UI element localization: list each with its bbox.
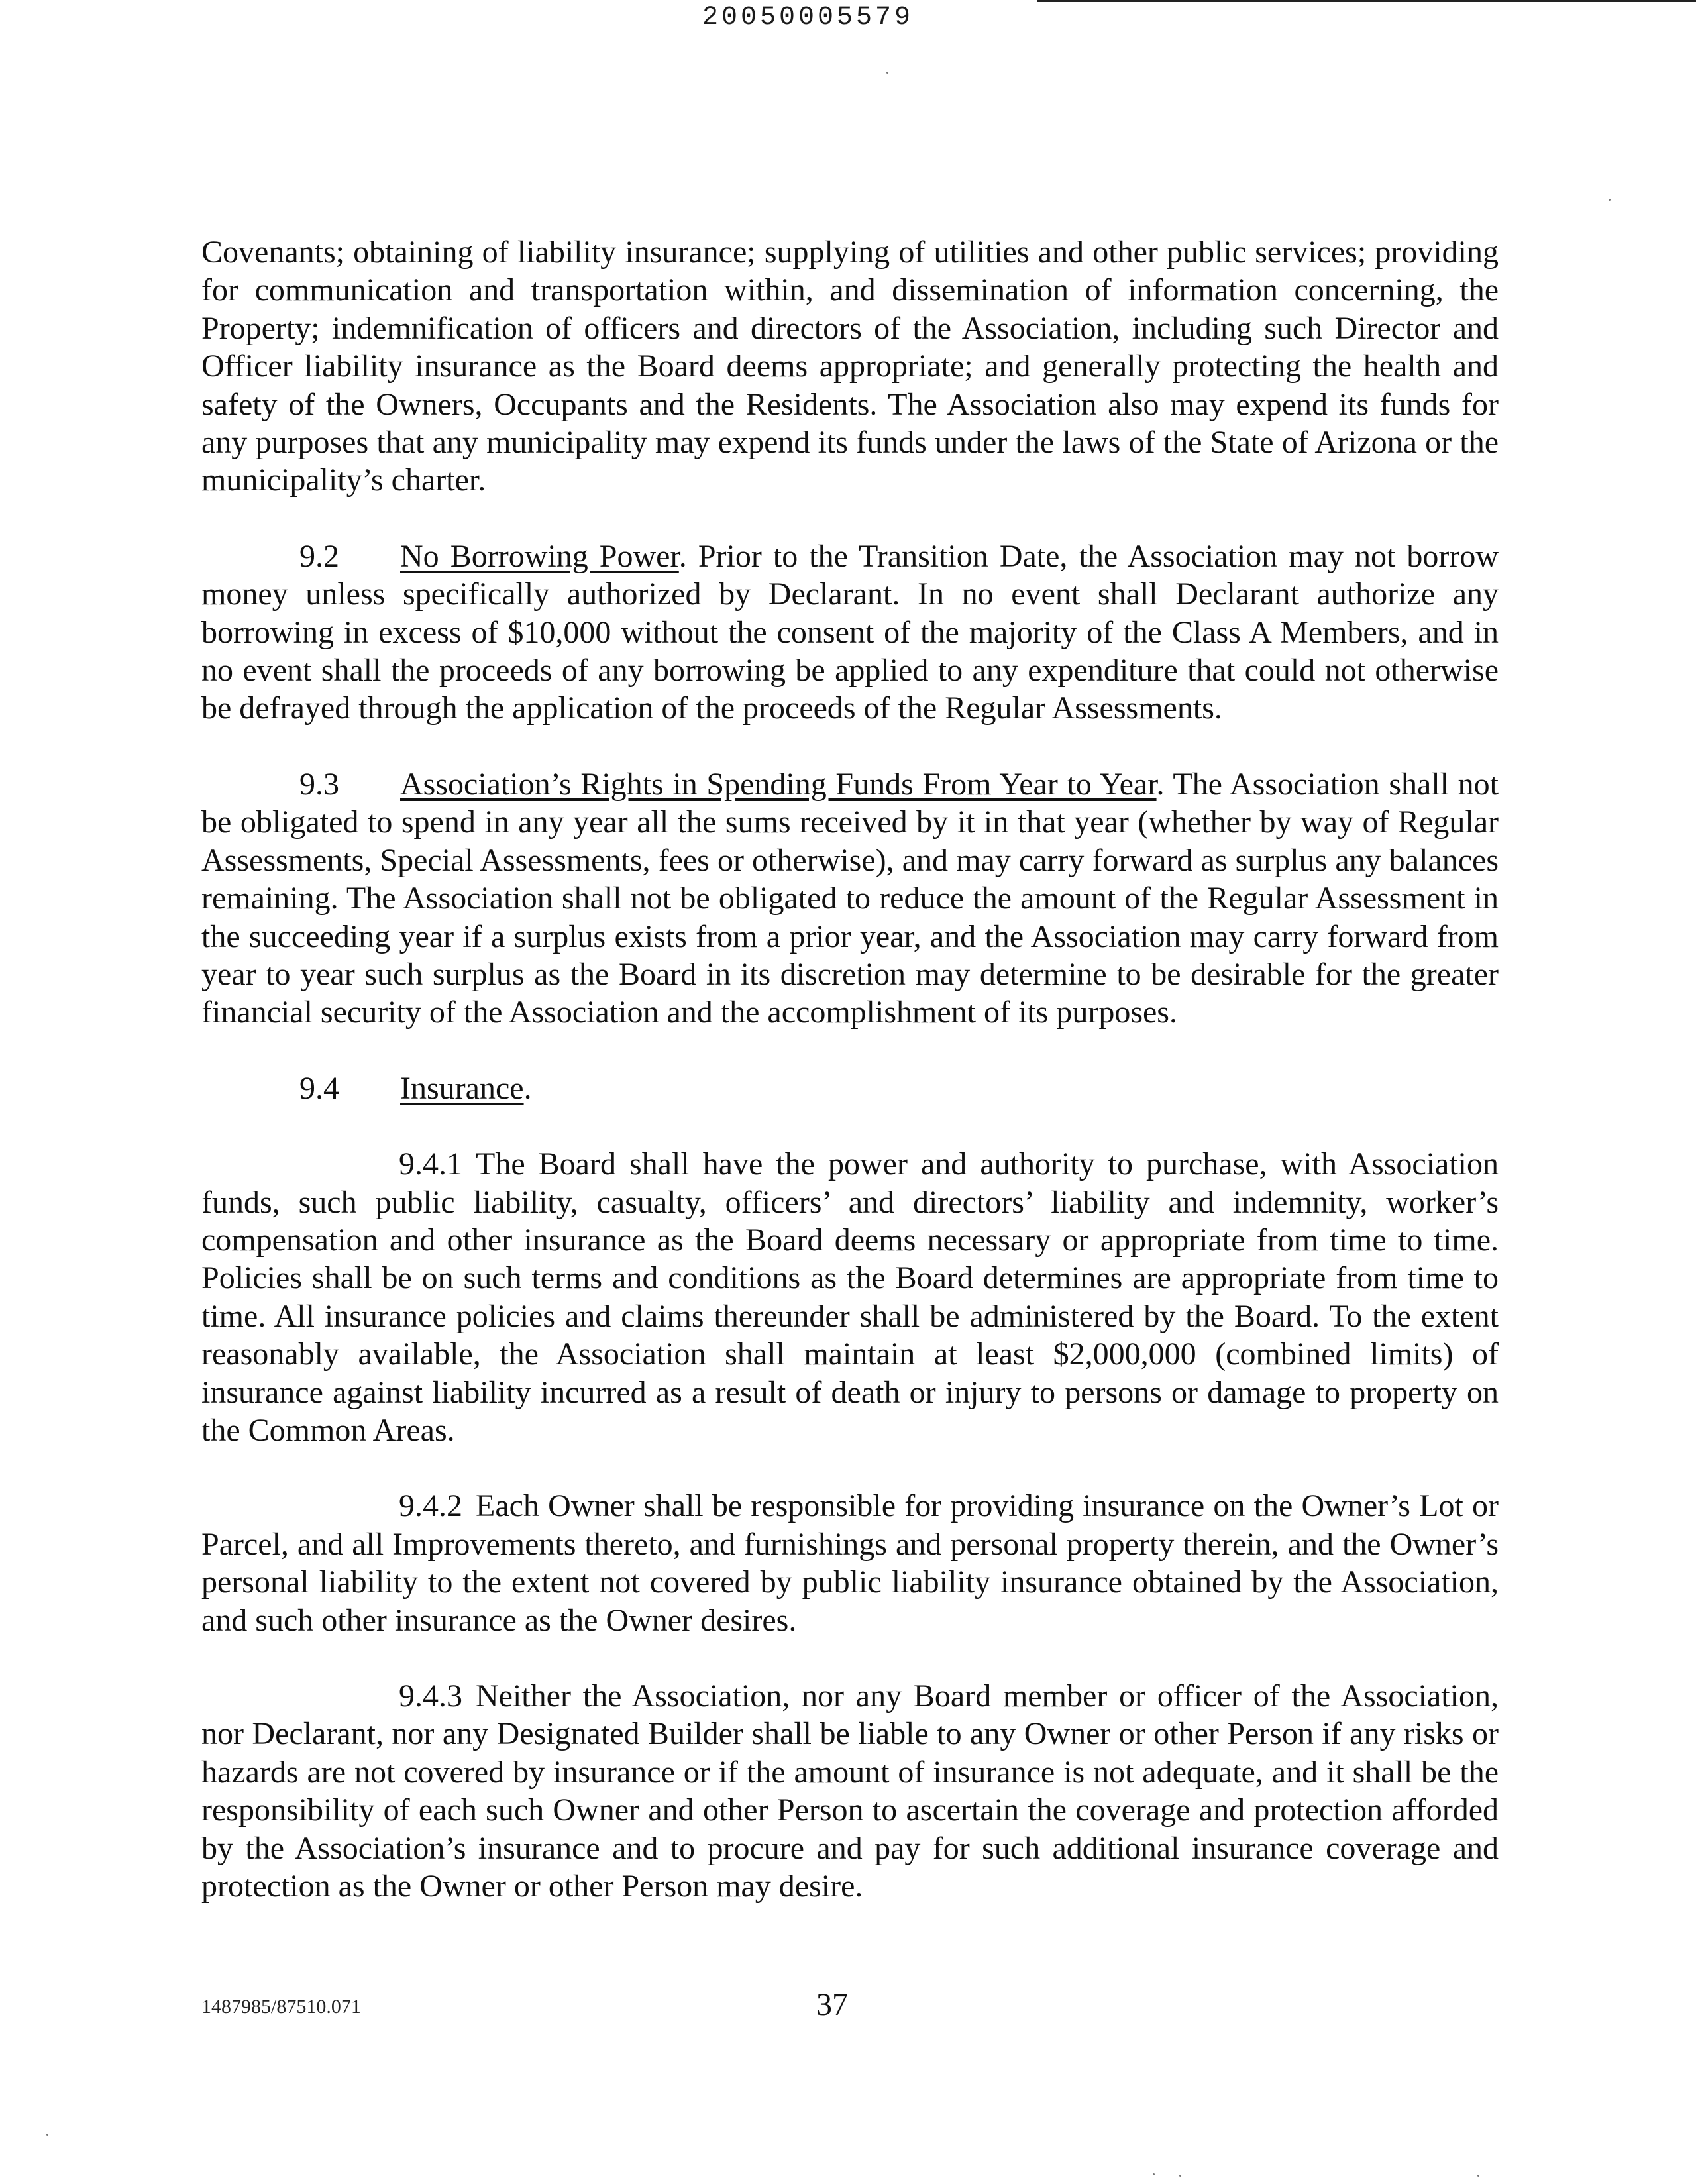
section-number: 9.2 (299, 538, 339, 574)
header-rule (1037, 0, 1696, 2)
subsection-number: 9.4.1 (399, 1146, 462, 1182)
footer-document-id: 1487985/87510.071 (201, 1996, 361, 2018)
section-heading: No Borrowing Power (400, 538, 679, 574)
subsection-number: 9.4.3 (399, 1678, 462, 1714)
subsection-9-4-2 (201, 1487, 1499, 1639)
intro-paragraph: Covenants; obtaining of liability insurance; supplying of utilities and other public services; providing for communication and transportation within, and dissemination of information concerning, the Property; indemnification of officers and directors of the Association, including such Director and Officer liability insurance as the Board deems appropriate; and generally protecting the health and safety of the Owners, Occupants and the Residents. The Association also may expend its funds for any purposes that any municipality may expend its funds under the laws of the State of Arizona or the municipality’s charter. (201, 235, 1499, 498)
section-text: . (523, 1070, 532, 1106)
section-heading: Insurance (400, 1070, 524, 1106)
subsection-text: Neither the Association, nor any Board member or officer of the Association, nor Declarant, nor any Designated Builder shall be liable to any Owner or other Person if any risks or hazards are not covered by insurance or if the amount of insurance is not adequate, and it shall be the responsibility of each such Owner and other Person to ascertain the coverage and protection afforded by the Association’s insurance and to procure and pay for such additional insurance coverage and protection as the Owner or other Person may desire. (201, 1678, 1499, 1904)
scan-speck (1153, 2173, 1155, 2175)
subsection-text: Each Owner shall be responsible for providing insurance on the Owner’s Lot or Parcel, and all Improvements thereto, and furnishings and personal property therein, and the Owner’s personal liability to the extent not covered by public liability insurance obtained by the Association, and such other insurance as the Owner desires. (201, 1488, 1499, 1638)
section-number: 9.4 (299, 1070, 339, 1106)
section-number: 9.3 (299, 766, 339, 802)
section-9-3 (201, 765, 1499, 1032)
scan-speck (1179, 2175, 1181, 2177)
section-text: . The Association shall not be obligated to spend in any year all the sums received by it in that year (whether by way of Regular Assessments, Special Assessments, fees or otherwise), and may carry forward as surplus any balances remaining. The Association shall not be obligated to reduce the amount of the Regular Assessment in the succeeding year if a surplus exists from a prior year, and the Association may carry forward from year to year such surplus as the Board in its discretion may determine to be desirable for the greater financial security of the Association and the accomplishment of its purposes. (201, 766, 1499, 1030)
subsection-9-4-1 (201, 1145, 1499, 1449)
scan-speck (1477, 2175, 1479, 2177)
subsection-9-4-3 (201, 1677, 1499, 1905)
scan-speck (886, 72, 888, 74)
section-heading: Association’s Rights in Spending Funds From Year to Year (400, 766, 1157, 802)
page-body (201, 233, 1499, 1905)
page-number: 37 (816, 1987, 848, 2022)
scan-speck (1609, 199, 1611, 201)
section-text: . Prior to the Transition Date, the Association may not borrow money unless specifically authorized by Declarant. In no event shall Declarant authorize any borrowing in excess of $10,000 without the consent of the majority of the Class A Members, and in no event shall the proceeds of any borrowing be applied to any expenditure that could not otherwise be defrayed through the application of the proceeds of the Regular Assessments. (201, 538, 1499, 726)
section-9-4 (201, 1069, 1499, 1107)
section-9-2 (201, 537, 1499, 728)
scan-speck (46, 2134, 48, 2136)
subsection-number: 9.4.2 (399, 1488, 462, 1524)
subsection-text: The Board shall have the power and authority to purchase, with Association funds, such public liability, casualty, officers’ and directors’ liability and indemnity, worker’s compensation and other insurance as the Board deems necessary or appropriate from time to time. Policies shall be on such terms and conditions as the Board determines are appropriate from time to time. All insurance policies and claims thereunder shall be administered by the Board. To the extent reasonably available, the Association shall maintain at least $2,000,000 (combined limits) of insurance against liability incurred as a result of death or injury to persons or damage to property on the Common Areas. (201, 1146, 1499, 1448)
document-number: 20050005579 (702, 3, 914, 32)
